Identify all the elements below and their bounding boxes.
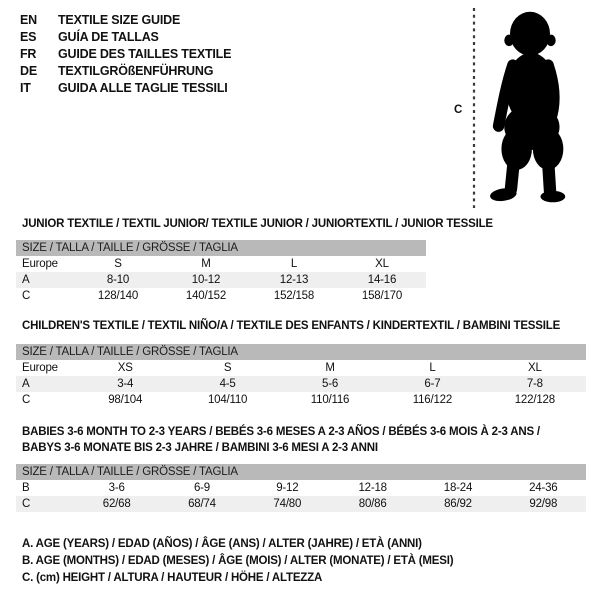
table-cell: 12-18 — [358, 482, 387, 494]
babies-table-title — [22, 424, 540, 456]
language-row — [20, 29, 231, 46]
table-cell: L — [290, 258, 298, 270]
table-cell: 10-12 — [191, 274, 221, 286]
footnote-line: C. (cm) HEIGHT / ALTURA / HAUTEUR / HÖHE / ALTEZZA — [22, 572, 323, 584]
table-cell: 12-13 — [279, 274, 309, 286]
table-title-line: BABIES 3-6 MONTH TO 2-3 YEARS / BEBÉS 3-6 MESES A 2-3 AÑOS / BÉBÉS 3-6 MOIS À 2-3 ANS / — [22, 426, 540, 438]
language-code: ES — [20, 30, 37, 44]
table-cell: S — [223, 362, 232, 374]
size-header-banner: SIZE / TALLA / TAILLE / GRÖSSE / TAGLIA — [16, 240, 426, 256]
footnote-line: A. AGE (YEARS) / EDAD (AÑOS) / ÂGE (ANS) / ALTER (JAHRE) / ETÀ (ANNI) — [22, 538, 422, 550]
language-code: EN — [20, 13, 37, 27]
table-title-line: JUNIOR TEXTILE / TEXTIL JUNIOR/ TEXTILE JUNIOR / JUNIORTEXTIL / JUNIOR TESSILE — [22, 218, 493, 230]
height-figure — [450, 6, 590, 208]
table-cell: 152/158 — [273, 290, 315, 302]
table-row — [16, 256, 426, 272]
junior-table-title — [22, 216, 493, 232]
children-table-title — [22, 318, 560, 334]
table-title-line: CHILDREN'S TEXTILE / TEXTIL NIÑO/A / TEXTILE DES ENFANTS / KINDERTEXTIL / BAMBINI TESSILE — [22, 320, 561, 332]
table-rows — [16, 480, 586, 512]
table-cell: M — [325, 362, 335, 374]
table-cell: 128/140 — [97, 290, 139, 302]
table-cell: 122/128 — [514, 394, 555, 406]
row-label: C — [22, 394, 31, 406]
size-header-banner: SIZE / TALLA / TAILLE / GRÖSSE / TAGLIA — [16, 464, 586, 480]
table-rows — [16, 360, 586, 408]
table-rows — [16, 256, 426, 304]
legend-footnotes — [22, 536, 453, 587]
table-row — [16, 288, 426, 304]
language-guide-title: GUÍA DE TALLAS — [58, 30, 159, 44]
row-label: Europe — [22, 362, 58, 374]
table-cell: 4-5 — [219, 378, 236, 390]
table-cell: 3-4 — [117, 378, 134, 390]
language-title-list — [20, 12, 231, 97]
table-row — [16, 480, 586, 496]
table-cell: 158/170 — [361, 290, 403, 302]
table-cell: 86/92 — [444, 498, 472, 510]
language-code: DE — [20, 64, 37, 78]
table-cell: XL — [527, 362, 542, 374]
row-label: Europe — [22, 258, 58, 270]
table-cell: 92/98 — [529, 498, 558, 510]
language-row — [20, 12, 231, 29]
height-letter-label: C — [454, 104, 463, 116]
size-table-babies — [16, 464, 586, 512]
table-cell: 24-36 — [529, 482, 558, 494]
table-row — [16, 496, 586, 512]
table-cell: S — [114, 258, 122, 270]
language-code: IT — [20, 81, 31, 95]
table-row — [16, 360, 586, 376]
table-cell: 8-10 — [106, 274, 130, 286]
size-table-children — [16, 344, 586, 408]
table-cell: XS — [117, 362, 133, 374]
row-label: A — [22, 378, 30, 390]
table-cell: 98/104 — [108, 394, 143, 406]
table-cell: 68/74 — [188, 498, 216, 510]
table-cell: 6-7 — [424, 378, 441, 390]
height-measure-dashed-line-icon — [472, 8, 476, 208]
table-title-line: BABYS 3-6 MONATE BIS 2-3 JAHRE / BAMBINI 3-6 MESI A 2-3 ANNI — [22, 442, 378, 454]
language-row — [20, 80, 231, 97]
language-row — [20, 63, 231, 80]
table-cell: 14-16 — [367, 274, 397, 286]
language-guide-title: GUIDE DES TAILLES TEXTILE — [58, 47, 232, 61]
language-guide-title: TEXTILE SIZE GUIDE — [58, 13, 181, 27]
table-cell: 6-9 — [193, 482, 210, 494]
row-label: C — [22, 498, 31, 510]
table-cell: 18-24 — [443, 482, 473, 494]
row-label: C — [22, 290, 31, 302]
table-cell: 3-6 — [108, 482, 125, 494]
table-cell: 9-12 — [276, 482, 299, 494]
table-cell: 62/68 — [102, 498, 131, 510]
table-cell: 104/110 — [207, 394, 248, 406]
language-code: FR — [20, 47, 37, 61]
table-cell: M — [201, 258, 211, 270]
table-row — [16, 376, 586, 392]
table-cell: XL — [375, 258, 389, 270]
language-guide-title: TEXTILGRÖßENFÜHRUNG — [58, 64, 214, 78]
table-row — [16, 272, 426, 288]
size-table-junior — [16, 240, 426, 304]
table-cell: 110/116 — [310, 394, 350, 406]
baby-silhouette-icon — [482, 8, 578, 208]
table-cell: 7-8 — [526, 378, 543, 390]
table-cell: 140/152 — [185, 290, 227, 302]
table-cell: 80/86 — [358, 498, 387, 510]
row-label: A — [22, 274, 30, 286]
table-cell: 5-6 — [322, 378, 339, 390]
table-cell: L — [429, 362, 436, 374]
table-cell: 116/122 — [412, 394, 453, 406]
table-row — [16, 392, 586, 408]
row-label: B — [22, 482, 30, 494]
size-header-banner: SIZE / TALLA / TAILLE / GRÖSSE / TAGLIA — [16, 344, 586, 360]
footnote-line: B. AGE (MONTHS) / EDAD (MESES) / ÂGE (MOIS) / ALTER (MONATE) / ETÀ (MESI) — [22, 555, 454, 567]
language-row — [20, 46, 231, 63]
table-cell: 74/80 — [273, 498, 302, 510]
language-guide-title: GUIDA ALLE TAGLIE TESSILI — [58, 81, 228, 95]
